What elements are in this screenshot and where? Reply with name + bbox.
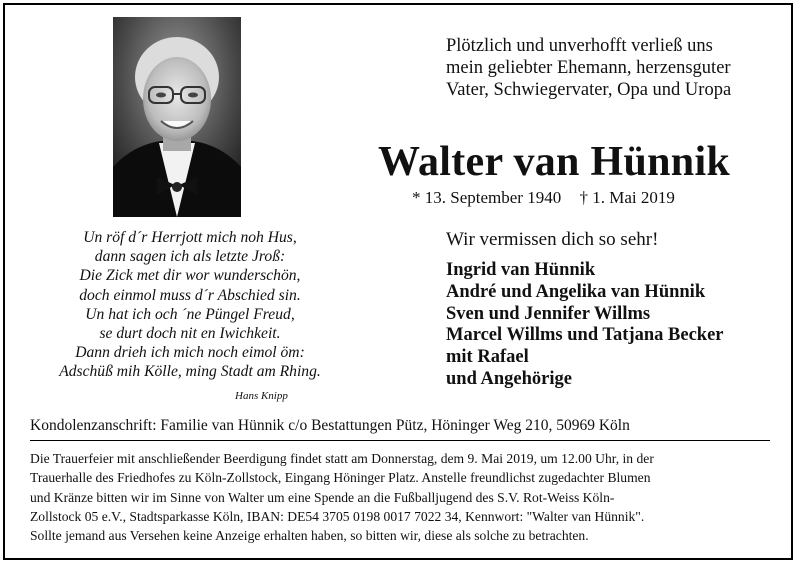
miss-line: Wir vermissen dich so sehr! [446,229,659,250]
family-member: Ingrid van Hünnik [446,260,596,280]
poem [40,228,340,382]
intro-text [446,35,776,101]
divider [30,440,770,441]
poem-line: dann sagen ich als letzte Jroß: [94,248,286,266]
funeral-line: Trauerhalle des Friedhofes zu Köln-Zollstock, Eingang Höninger Platz. Anstelle freundlichst zugedachter Blumen [30,470,651,486]
funeral-info [30,449,774,545]
funeral-line: Sollte jemand aus Versehen keine Anzeige erhalten haben, so bitten wir, diese als solche zu betrachten. [30,528,589,544]
death-date: † 1. Mai 2019 [579,188,675,207]
portrait-photo [113,17,241,217]
poem-line: se durt doch nit en Iwichkeit. [99,325,281,343]
funeral-line: Die Trauerfeier mit anschließender Beerdigung findet statt am Donnerstag, dem 9. Mai 2019, um 12.00 Uhr, in der [30,451,654,466]
poem-line: Un hat ich och ´ne Püngel Freud, [85,305,295,323]
family-member: André und Angelika van Hünnik [446,281,706,302]
intro-line: Vater, Schwiegervater, Opa und Uropa [446,80,732,100]
family-list [446,260,724,391]
poem-line: Adschüß mih Kölle, ming Stadt am Rhing. [59,363,321,381]
family-member: mit Rafael [446,347,529,368]
family-member: Sven und Jennifer Willms [446,303,651,324]
poem-line: Dann drieh ich mich noch eimol öm: [75,344,305,362]
funeral-line: Zollstock 05 e.V., Stadtsparkasse Köln, IBAN: DE54 3705 0198 0017 7022 34, Kennwort: "Walter van Hünnik". [30,508,645,524]
birth-date: * 13. September 1940 [412,188,562,207]
family-member: Marcel Willms und Tatjana Becker [446,325,724,346]
poem-line: Un röf d´r Herrjott mich noh Hus, [83,229,297,246]
deceased-name: Walter van Hünnik [378,139,731,185]
life-dates [412,188,689,208]
condolence-address: Kondolenzanschrift: Familie van Hünnik c/o Bestattungen Pütz, Höninger Weg 210, 50969 Köln [30,417,630,434]
intro-line: Plötzlich und unverhofft verließ uns [446,36,713,56]
family-member: und Angehörige [446,368,572,389]
funeral-line: und Kränze bitten wir im Sinne von Walter um eine Spende an die Fußballjugend des S.V. Rot-Weiss Köln- [30,489,615,505]
intro-line: mein geliebter Ehemann, herzensguter [446,58,731,78]
poem-line: Die Zick met dir wor wunderschön, [79,267,301,285]
poem-author: Hans Knipp [235,390,288,402]
poem-line: doch einmol muss d´r Abschied sin. [79,286,301,304]
